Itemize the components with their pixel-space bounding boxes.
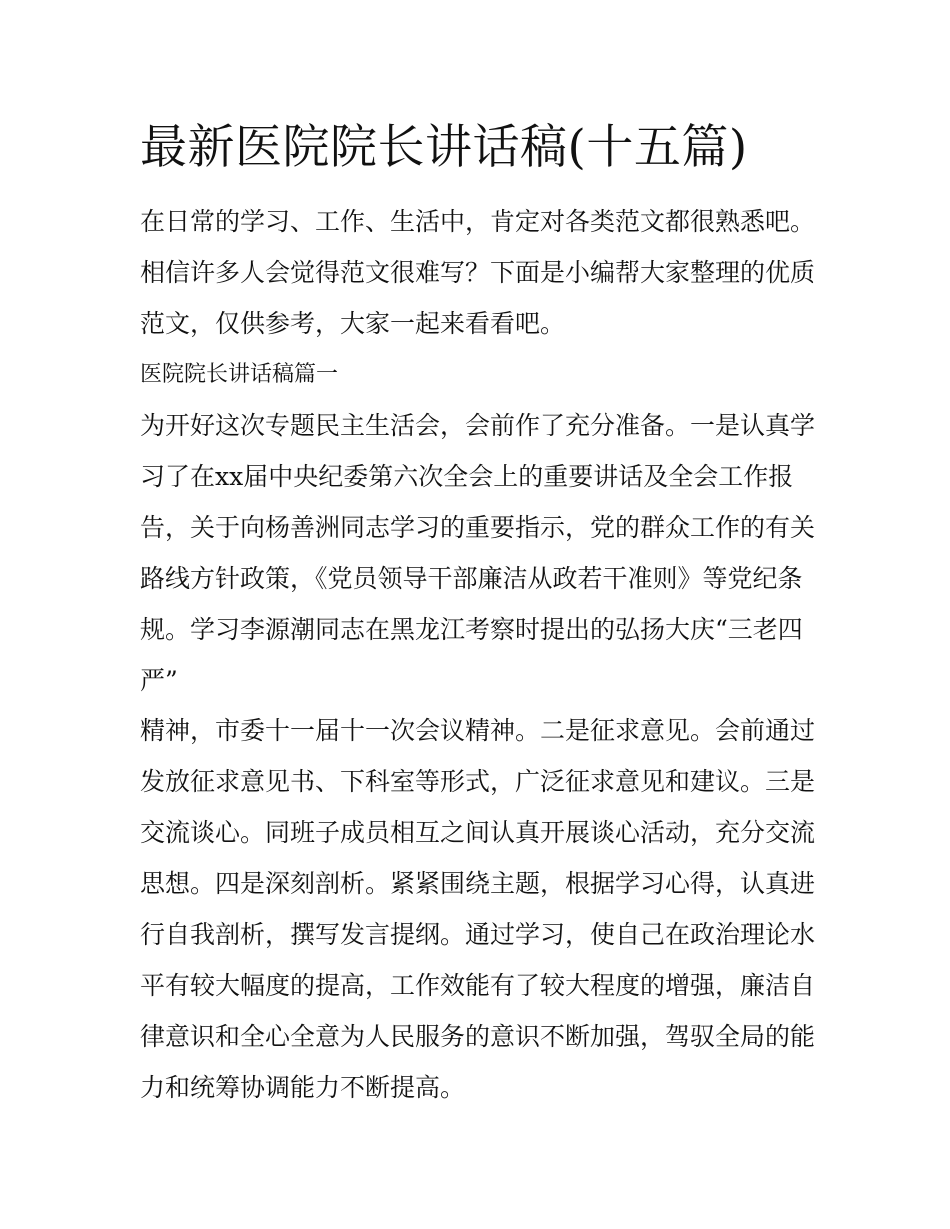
text-line: 力和统筹协调能力不断提高。 xyxy=(140,1073,466,1102)
document-title: 最新医院院长讲话稿(十五篇) xyxy=(140,120,748,175)
text-line: 范文，仅供参考，大家一起来看看吧。 xyxy=(140,309,566,338)
text-line: 发放征求意见书、下科室等形式，广泛征求意见和建议。三是 xyxy=(140,767,816,796)
text-line: 行自我剖析，撰写发言提纲。通过学习，使自己在政治理论水 xyxy=(140,920,816,949)
text-line: 路线方针政策，《党员领导干部廉洁从政若干准则》等党纪条 xyxy=(140,564,803,593)
text-line: 习了在xx届中央纪委第六次全会上的重要讲话及全会工作报 xyxy=(140,462,794,491)
text-line: 律意识和全心全意为人民服务的意识不断加强，驾驭全局的能 xyxy=(140,1022,816,1051)
paragraph-2 xyxy=(140,705,840,1113)
paragraph-1 xyxy=(140,400,840,706)
text-line: 精神，市委十一届十一次会议精神。二是征求意见。会前通过 xyxy=(140,716,816,745)
text-line: 规。学习李源潮同志在黑龙江考察时提出的弘扬大庆“三老四 xyxy=(140,615,803,644)
text-line: 相信许多人会觉得范文很难写？下面是小编帮大家整理的优质 xyxy=(140,258,816,287)
text-line: 思想。四是深刻剖析。紧紧围绕主题，根据学习心得，认真进 xyxy=(140,869,816,898)
intro-paragraph xyxy=(140,196,840,349)
text-line: 告，关于向杨善洲同志学习的重要指示，党的群众工作的有关 xyxy=(140,513,816,542)
text-line: 为开好这次专题民主生活会，会前作了充分准备。一是认真学 xyxy=(140,411,816,440)
section-heading: 医院院长讲话稿篇一 xyxy=(140,362,339,387)
text-line: 严” xyxy=(140,666,178,695)
text-line: 交流谈心。同班子成员相互之间认真开展谈心活动，充分交流 xyxy=(140,818,816,847)
text-line: 在日常的学习、工作、生活中，肯定对各类范文都很熟悉吧。 xyxy=(140,207,816,236)
text-line: 平有较大幅度的提高，工作效能有了较大程度的增强，廉洁自 xyxy=(140,971,816,1000)
section-heading-block xyxy=(140,349,840,400)
